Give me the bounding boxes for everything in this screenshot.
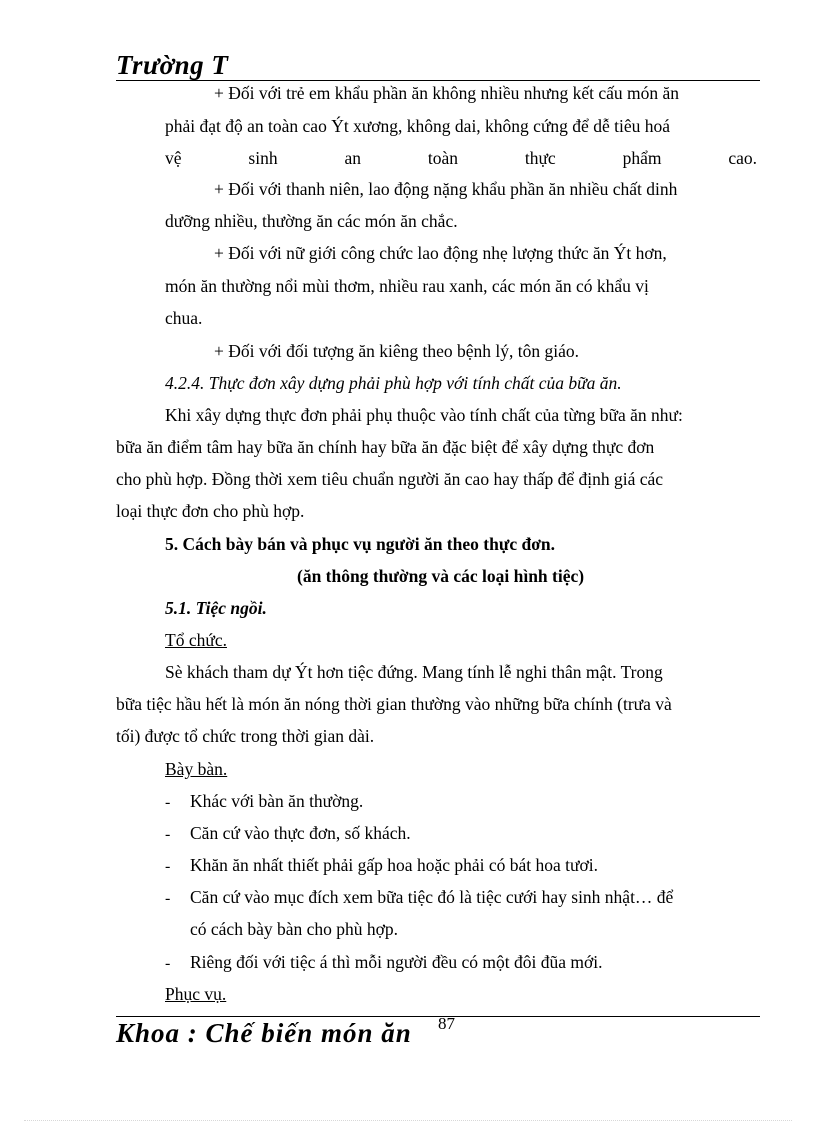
bullet-dash: -	[165, 955, 171, 972]
topic-heading: Bày bàn.	[165, 759, 228, 779]
text-line: + Đối với nữ giới công chức lao động nhẹ lượng thức ăn Ýt hơn,	[214, 243, 667, 263]
bullet-dash: -	[165, 858, 171, 875]
topic-heading: Phục vụ.	[165, 984, 227, 1004]
text-line: tối) được tổ chức trong thời gian dài.	[116, 726, 375, 746]
text-line: vệ sinh an toàn thực phẩm cao.	[165, 148, 757, 168]
list-item-continuation: có cách bày bàn cho phù hợp.	[190, 919, 399, 939]
page-bottom-edge	[24, 1120, 792, 1121]
text-line: dưỡng nhiều, thường ăn các món ăn chắc.	[165, 211, 458, 231]
text-line: phải đạt độ an toàn cao Ýt xương, không dai, không cứng để dễ tiêu hoá	[165, 116, 670, 136]
text-line: món ăn thường nổi mùi thơm, nhiều rau xanh, các món ăn có khẩu vị	[165, 276, 649, 296]
bullet-dash: -	[165, 826, 171, 843]
text-line: loại thực đơn cho phù hợp.	[116, 501, 305, 521]
header-title: Trường T	[116, 50, 229, 80]
list-item: Khăn ăn nhất thiết phải gấp hoa hoặc phải có bát hoa tươi.	[190, 855, 598, 875]
subsection-heading: 5.1. Tiệc ngồi.	[165, 598, 267, 618]
list-item: Căn cứ vào mục đích xem bữa tiệc đó là tiệc cưới hay sinh nhật… để	[190, 887, 674, 907]
text-line: + Đối với đối tượng ăn kiêng theo bệnh lý, tôn giáo.	[214, 341, 579, 361]
text-line: cho phù hợp. Đồng thời xem tiêu chuẩn người ăn cao hay thấp để định giá các	[116, 469, 664, 489]
bullet-dash: -	[165, 794, 171, 811]
subsection-heading: 4.2.4. Thực đơn xây dựng phải phù hợp với tính chất của bữa ăn.	[165, 373, 622, 393]
topic-heading: Tổ chức.	[165, 630, 227, 650]
text-line: bữa tiệc hầu hết là món ăn nóng thời gian thường vào những bữa chính (trưa và	[116, 694, 672, 714]
section-heading: 5. Cách bày bán và phục vụ người ăn theo thực đơn.	[165, 534, 555, 554]
footer-title: Khoa : Chế biến món ăn	[116, 1018, 412, 1048]
text-line: Sè khách tham dự Ýt hơn tiệc đứng. Mang tính lễ nghi thân mật. Trong	[165, 662, 663, 682]
section-subheading: (ăn thông thường và các loại hình tiệc)	[297, 566, 585, 586]
text-line: + Đối với trẻ em khẩu phần ăn không nhiều nhưng kết cấu món ăn	[214, 83, 680, 103]
page-number: 87	[438, 1014, 455, 1033]
text-line: bữa ăn điểm tâm hay bữa ăn chính hay bữa ăn đặc biệt để xây dựng thực đơn	[116, 437, 655, 457]
list-item: Căn cứ vào thực đơn, số khách.	[190, 823, 411, 843]
list-item: Riêng đối với tiệc á thì mỗi người đều có một đôi đũa mới.	[190, 952, 603, 972]
text-line: + Đối với thanh niên, lao động nặng khẩu phần ăn nhiều chất dinh	[214, 179, 678, 199]
bullet-dash: -	[165, 890, 171, 907]
list-item: Khác với bàn ăn thường.	[190, 791, 364, 811]
header-rule	[116, 80, 760, 81]
text-line: Khi xây dựng thực đơn phải phụ thuộc vào tính chất của từng bữa ăn như:	[165, 405, 683, 425]
text-line: chua.	[165, 308, 203, 328]
